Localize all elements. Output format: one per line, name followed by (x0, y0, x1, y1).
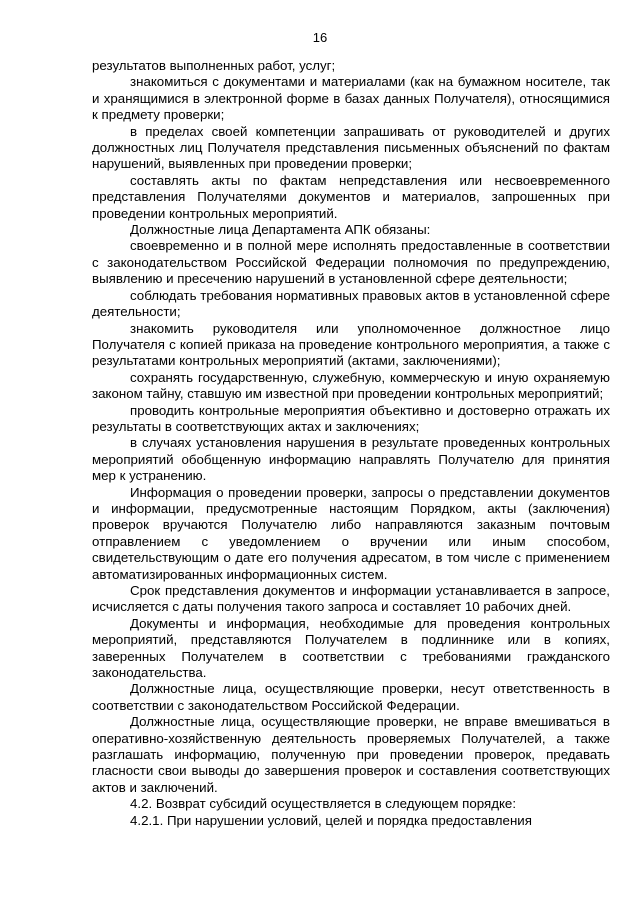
paragraph: результатов выполненных работ, услуг; (92, 58, 336, 73)
paragraph: знакомить руководителя или уполномоченное должностное лицо Получателя с копией приказа на проведение контрольного мероприятия, а также с результатами контрольных мероприятий (актами, заключениями); (92, 320, 610, 369)
paragraph: своевременно и в полной мере исполнять предоставленные в соответствии с законодательством Российской Федерации полномочия по предупреждению, выявлению и пресечению нарушений в установленной сфере деятельности; (92, 238, 610, 287)
paragraph: соблюдать требования нормативных правовых актов в установленной сфере деятельности; (92, 287, 610, 320)
paragraph: Должностные лица Департамента АПК обязаны: (130, 222, 431, 238)
paragraph: составлять акты по фактам непредставления или несвоевременного представления Получателями документов и материалов, запрошенных при проведении контрольных мероприятий. (92, 172, 610, 221)
paragraph: знакомиться с документами и материалами (как на бумажном носителе, так и хранящимися в электронной форме в базах данных Получателя), относящимися к предмету проверки; (92, 74, 610, 123)
page-number: 16 (312, 30, 328, 45)
paragraph: сохранять государственную, служебную, коммерческую и иную охраняемую законом тайну, ставшую им известной при проведении контрольных мероприятий; (92, 369, 610, 402)
paragraph: в случаях установления нарушения в результате проведенных контрольных мероприятий обобщенную информацию направлять Получателю для принятия мер к устранению. (92, 435, 610, 484)
paragraph: Срок представления документов и информации устанавливается в запросе, исчисляется с даты получения такого запроса и составляет 10 рабочих дней. (92, 583, 610, 615)
paragraph: Должностные лица, осуществляющие проверки, не вправе вмешиваться в оперативно-хозяйственную деятельность проверяемых Получателей, а также разглашать информацию, полученную при проведении проверок, предавать гласности свои выводы до завершения проверок и составления соответствующих актов и заключений. (92, 714, 610, 795)
paragraph: Должностные лица, осуществляющие проверки, несут ответственность в соответствии с законодательством Российской Федерации. (92, 681, 610, 713)
paragraph: в пределах своей компетенции запрашивать от руководителей и других должностных лиц Получателя представления письменных объяснений по фактам нарушений, выявленных при проведении проверки; (92, 123, 610, 172)
paragraph: 4.2.1. При нарушении условий, целей и порядка предоставления (130, 812, 532, 828)
document-body (92, 58, 610, 829)
paragraph: Документы и информация, необходимые для проведения контрольных мероприятий, представляются Получателем в подлиннике или в копиях, заверенных Получателем в соответствии с требованиями гражданского законодательства. (92, 615, 610, 681)
paragraph: проводить контрольные мероприятия объективно и достоверно отражать их результаты в соответствующих актах и заключениях; (92, 402, 610, 434)
paragraph: 4.2. Возврат субсидий осуществляется в следующем порядке: (130, 796, 517, 812)
paragraph: Информация о проведении проверки, запросы о представлении документов и информации, предусмотренные настоящим Порядком, акты (заключения) проверок вручаются Получателю либо направляются заказным почтовым отправлением с уведомлением о вручении или иным способом, свидетельствующим о дате его получения адресатом, в том числе с применением автоматизированных информационных систем. (92, 484, 610, 582)
